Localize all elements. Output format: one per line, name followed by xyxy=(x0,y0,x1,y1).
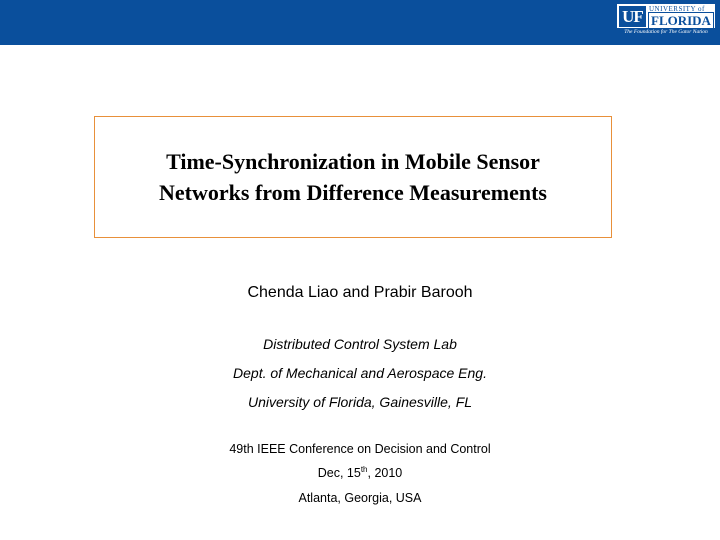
conference-date xyxy=(0,466,720,480)
title-box xyxy=(94,116,612,238)
title-line-1: Time-Synchronization in Mobile Sensor xyxy=(166,149,540,174)
affiliation-dept: Dept. of Mechanical and Aerospace Eng. xyxy=(233,365,487,381)
conference-location: Atlanta, Georgia, USA xyxy=(298,491,422,505)
date-suffix: th xyxy=(360,464,368,474)
affiliation-lab: Distributed Control System Lab xyxy=(263,336,457,352)
university-logo xyxy=(617,4,715,36)
conference-name: 49th IEEE Conference on Decision and Control xyxy=(229,442,491,456)
date-prefix: Dec, 15 xyxy=(317,466,361,480)
affiliation-university: University of Florida, Gainesville, FL xyxy=(247,394,473,410)
header-band xyxy=(0,0,720,45)
logo-university-of: UNIVERSITY of xyxy=(649,5,705,13)
authors: Chenda Liao and Prabir Barooh xyxy=(247,284,473,301)
slide-title xyxy=(123,146,583,208)
logo-tagline: The Foundation for The Gator Nation xyxy=(617,28,715,36)
uf-monogram: UF xyxy=(619,6,646,27)
logo-florida: FLORIDA xyxy=(648,12,714,29)
date-rest: , 2010 xyxy=(367,466,403,480)
title-line-2: Networks from Difference Measurements xyxy=(159,180,547,205)
